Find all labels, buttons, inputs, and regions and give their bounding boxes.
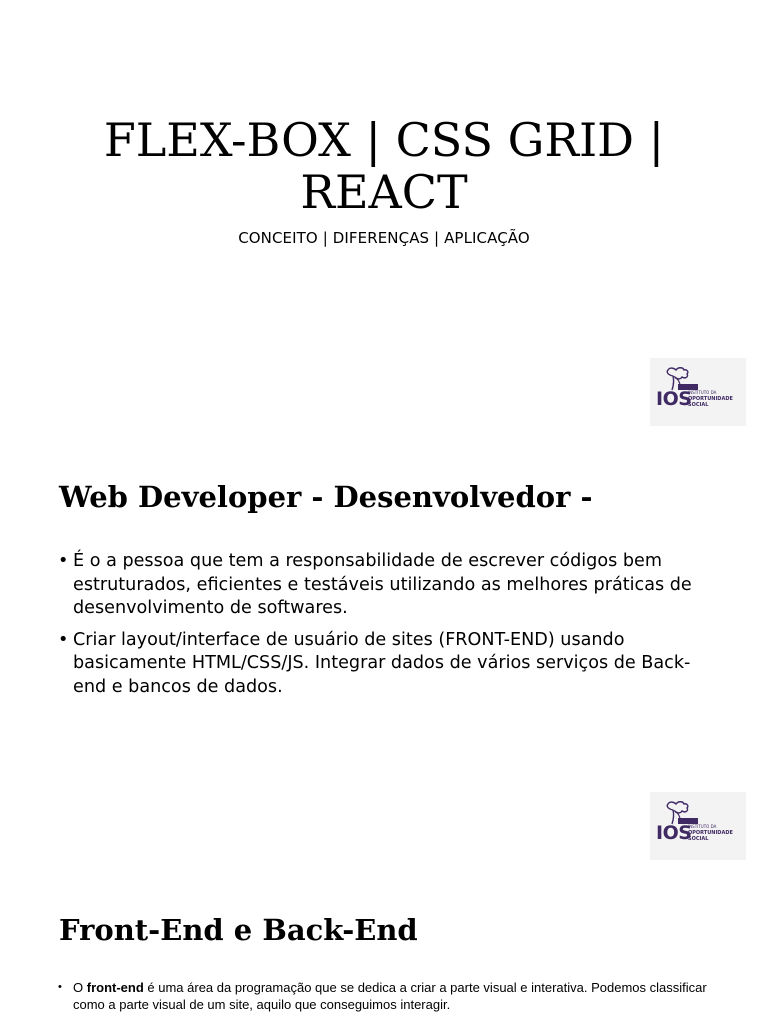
slide-heading: Front-End e Back-End (59, 913, 418, 947)
bullet-dot-icon: • (58, 629, 69, 650)
bullet-text: Criar layout/interface de usuário de sites (FRONT-END) usando basicamente HTML/CSS/JS. Integrar dados de vários serviços de Back-end e bancos de dados. (73, 629, 691, 697)
ios-logo (650, 358, 746, 426)
logo-tagline-2: SOCIAL (688, 402, 709, 408)
bullet-list (58, 979, 718, 1019)
logo-tagline-1: OPORTUNIDADE (688, 396, 733, 402)
logo-tagline (688, 824, 744, 842)
logo-tagline (688, 390, 744, 408)
logo-tagline-small: INSTITUTO DA (688, 824, 717, 829)
slide-title (0, 0, 768, 432)
slide-title-heading (0, 114, 768, 218)
logo-tagline-small: INSTITUTO DA (688, 390, 717, 395)
logo-brand: IOS (656, 822, 692, 844)
title-line-1: FLEX-BOX | CSS GRID | (103, 113, 665, 167)
logo-tagline-2: SOCIAL (688, 836, 709, 842)
bullet-text: É o a pessoa que tem a responsabilidade de escrever códigos bem estruturados, eficientes e testáveis utilizando as melhores práticas de desenvolvimento de softwares. (73, 551, 692, 618)
bullet-bold-term: front-end (86, 980, 144, 995)
list-item (58, 550, 718, 621)
bullet-list (58, 550, 718, 707)
bullet-dot-icon: • (58, 551, 69, 571)
bullet-text-after: é uma área da programação que se dedica a criar a parte visual e interativa. Podemos classificar como a parte visual de um site, aquilo que conseguimos interagir. (73, 980, 707, 1012)
logo-brand: IOS (656, 388, 692, 410)
bullet-dot-icon: • (58, 981, 62, 993)
slide-subtitle: CONCEITO | DIFERENÇAS | APLICAÇÃO (238, 229, 530, 247)
ios-logo (650, 792, 746, 860)
slide-heading: Web Developer - Desenvolvedor - (59, 480, 593, 514)
slide-web-developer (0, 432, 768, 864)
slide-front-back-end (0, 864, 768, 1024)
title-line-2: REACT (300, 165, 468, 219)
logo-tagline-1: OPORTUNIDADE (688, 830, 733, 836)
list-item (58, 629, 718, 700)
list-item (58, 979, 718, 1013)
bullet-text-before: O (73, 980, 87, 995)
